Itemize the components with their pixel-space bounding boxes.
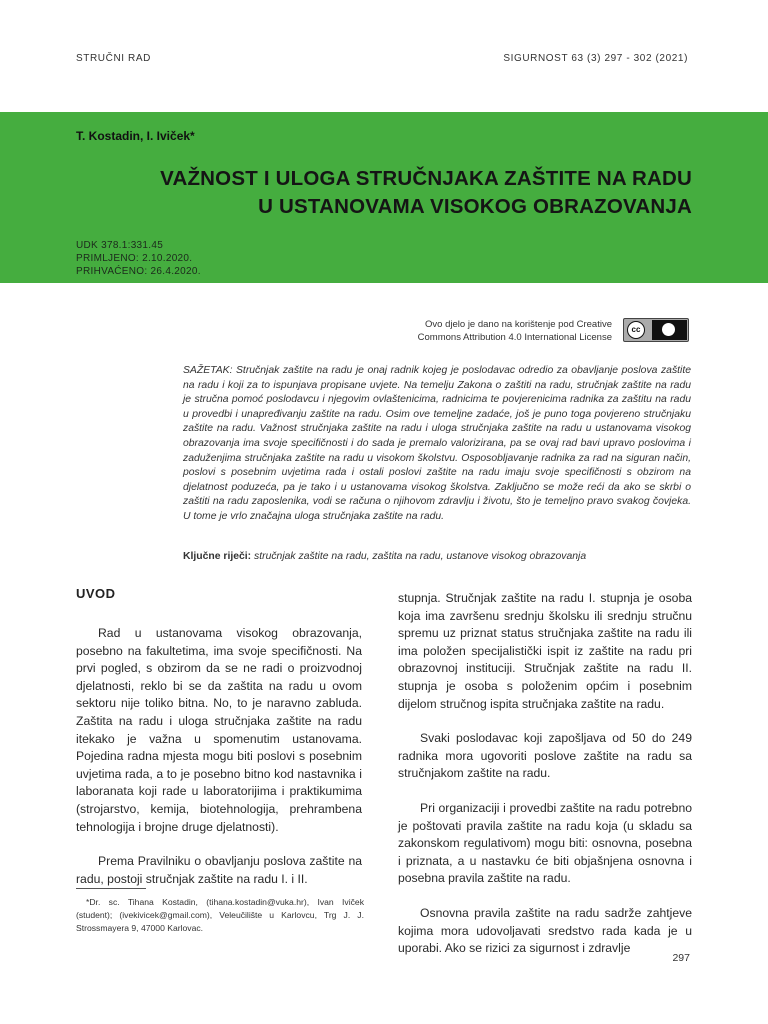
page-number: 297	[672, 952, 690, 964]
paragraph: stupnja. Stručnjak zaštite na radu I. stupnja je osoba koja ima završenu srednju školsku ili srednju stručnu spremu uz priznat status stručnjaka zaštite na radu ili ima položen specijalistički ispit iz zaštite na radu pri obrazovnoj instituciji. Stručnjak zaštite na radu II. stupnja je osoba s položenim općim i posebnim dijelom stručnog ispita stručnjaka zaštite na radu.	[398, 591, 692, 711]
by-attribution-icon	[652, 320, 687, 340]
keywords-list: stručnjak zaštite na radu, zaštita na radu, ustanove visokog obrazovanja	[254, 551, 587, 562]
body-column-right	[398, 590, 692, 975]
accepted-date: PRIHVAĆENO: 26.4.2020.	[76, 266, 201, 277]
body-column-left	[76, 586, 362, 905]
article-meta	[76, 239, 201, 278]
keywords-label: Ključne riječi:	[183, 551, 252, 562]
license-notice	[312, 318, 612, 344]
person-icon	[662, 323, 675, 336]
cc-logo-icon: cc	[627, 321, 645, 339]
title-line-2: U USTANOVAMA VISOKOG OBRAZOVANJA	[258, 195, 692, 218]
received-date: PRIMLJENO: 2.10.2020.	[76, 253, 193, 264]
article-title	[76, 165, 692, 221]
cc-by-icon[interactable]	[623, 318, 689, 342]
paragraph: Osnovna pravila zaštite na radu sadrže zahtjeve kojima mora udovoljavati sredstvo rada kada je u uporabi. Ako se rizici za sigurnost i zdravlje	[398, 905, 692, 956]
footnote-divider	[76, 888, 146, 889]
authors: T. Kostadin, I. Iviček*	[76, 129, 195, 143]
abstract: SAŽETAK: Stručnjak zaštite na radu je onaj radnik kojeg je poslodavac odredio za obavljanje poslova zaštite na radu i koji za to ispunjava propisane uvjete. Na temelju Zakona o zaštiti na radu, stručnjak zaštite na radu je stručna pomoć poslodavcu i njegovim ovlaštenicima, radnicima te povjerenicima radnika za zaštitu na radu u provedbi i unapređivanju zaštite na radu. Osim ove temeljne zadaće, još je puno toga povjereno stručnjaku zaštite na radu. Važnost stručnjaka zaštite na radu i uloga stručnjaka zaštite na radu u ustanovama visokog obrazovanja ima svoje specifičnosti i do sada je premalo valorizirana, pa se ovaj rad bavi upravo poslovima i zaduženjima stručnjaka zaštite na radu u visokom školstvu. Osposobljavanje radnika za rad na siguran način, poslovi s posebnim uvjetima rada i ostali poslovi zaštite na radu imaju svoje specifičnosti s obzirom na djelatnost poduzeća, pa je tako i u ustanovama visokog školstva. Zaključno se može reći da ako se skrbi o zaštiti na radu zaposlenika, vodi se računa o njihovom zdravlju i životu, što je temeljno pravo svakog čovjeka. U tome je vrlo značajna uloga stručnjaka zaštite na radu.	[183, 365, 691, 522]
section-heading: UVOD	[76, 586, 116, 601]
running-header-section: STRUČNI RAD	[76, 53, 151, 64]
udk-code: UDK 378.1:331.45	[76, 240, 164, 251]
license-line-1: Ovo djelo je dano na korištenje pod Creative	[425, 319, 612, 330]
keywords	[183, 551, 691, 562]
title-line-1: VAŽNOST I ULOGA STRUČNJAKA ZAŠTITE NA RADU	[160, 167, 692, 190]
paragraph: Prema Pravilniku o obavljanju poslova zaštite na radu, postoji stručnjak zaštite na radu I. i II.	[76, 854, 362, 886]
license-line-2: Commons Attribution 4.0 International License	[417, 332, 612, 343]
paragraph: Svaki poslodavac koji zapošljava od 50 do 249 radnika mora ugovoriti poslove zaštite na radu sa stručnjakom zaštite na radu.	[398, 731, 692, 781]
footnote: *Dr. sc. Tihana Kostadin, (tihana.kostadin@vuka.hr), Ivan Iviček (student); (ivekivicek@gmail.com), Veleučilište u Karlovcu, Trg J. J. Strossmayera 9, 47000 Karlovac.	[76, 897, 364, 933]
paragraph: Pri organizaciji i provedbi zaštite na radu potrebno je poštovati pravila zaštite na radu koja (u skladu sa zakonskom regulativom) mogu biti: osnovna, posebna i priznata, a u nastavku će biti objašnjena osnovna i posebna pravila zaštite na radu.	[398, 800, 692, 886]
title-band	[0, 112, 768, 283]
running-header-journal: SIGURNOST 63 (3) 297 - 302 (2021)	[503, 53, 688, 64]
paragraph: Rad u ustanovama visokog obrazovanja, posebno na fakultetima, ima svoje specifičnosti. Na prvi pogled, s obzirom da se ne radi o proizvodnoj djelatnosti, reklo bi se da zaštita na radu u ovom sektoru nije toliko bitna. No, to je naravno zabluda. Zaštita na radu i uloga stručnjaka zaštite na radu itekako je važna u spomenutim ustanovama. Pojedina radna mjesta mogu biti poslovi s posebnim uvjetima rada, a to je posebno bitno kod nastavnika i laboranata koji rade u laboratorijima i praktikumima (strojarstvo, kemija, biotehnologija, prehrambena tehnologija i brojne druge djelatnosti).	[76, 626, 362, 834]
